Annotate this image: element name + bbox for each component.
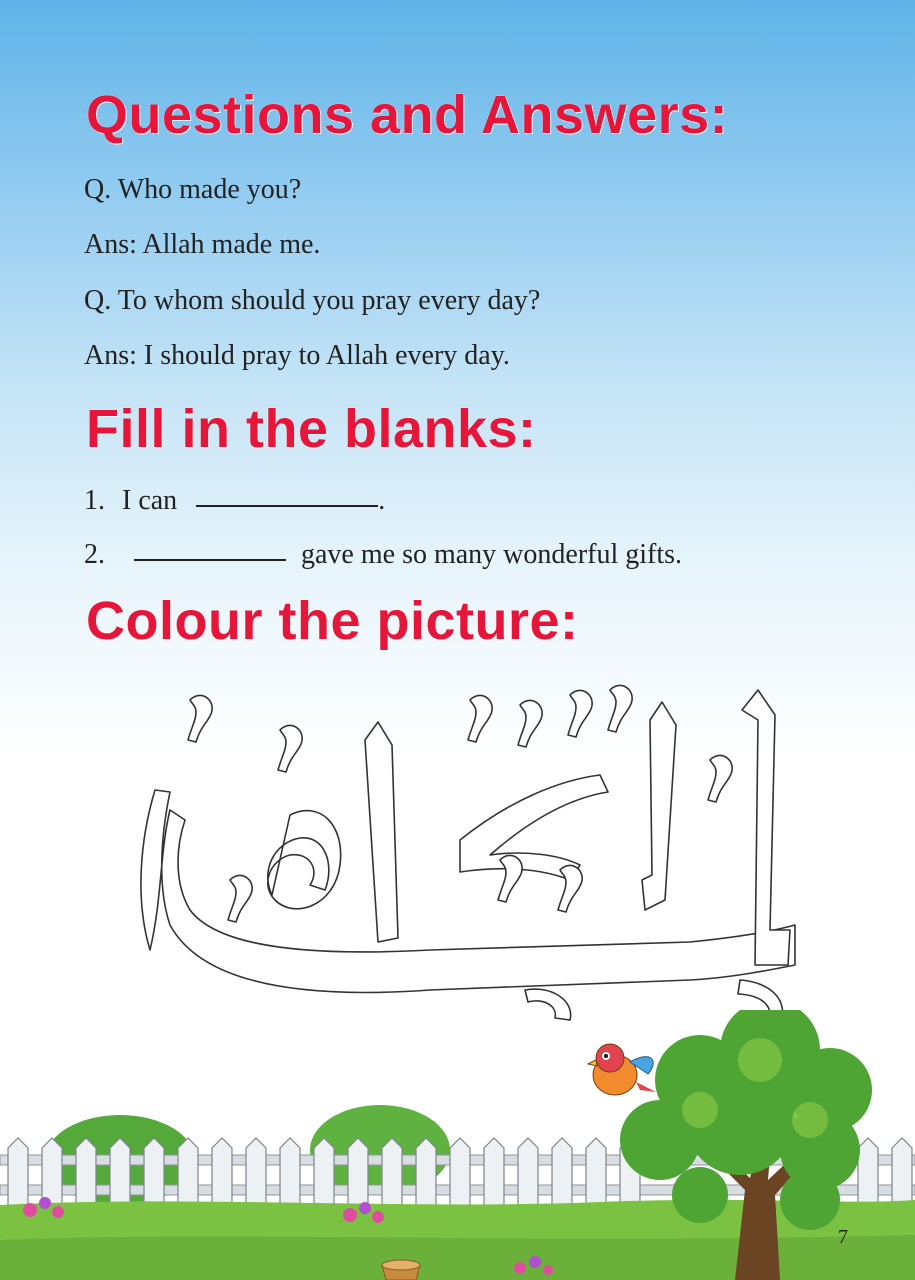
calligraphy-dot-5 [608, 685, 632, 732]
fence-picket [518, 1138, 538, 1210]
calligraphy-outline-picture[interactable] [130, 680, 810, 1040]
calligraphy-dot-10 [558, 865, 582, 912]
fence-picket [348, 1138, 368, 1210]
fence-picket [892, 1138, 912, 1210]
blank-item-2-number: 2. [84, 539, 105, 570]
questions-heading: Questions and Answers: [86, 85, 729, 145]
fence-picket [382, 1138, 402, 1210]
fence-picket [314, 1138, 334, 1210]
calligraphy-dot-9 [498, 855, 522, 902]
fence-picket [450, 1138, 470, 1210]
blank-item-1-number: 1. [84, 485, 105, 516]
bird-illustration [588, 1044, 656, 1095]
calligraphy-lam-right [642, 702, 676, 910]
fence-picket [8, 1138, 28, 1210]
calligraphy-dot-4 [568, 690, 592, 737]
calligraphy-dot-3 [518, 700, 542, 747]
fence-picket [144, 1138, 164, 1210]
blank-item-2 [84, 541, 682, 569]
calligraphy-dot-2 [468, 695, 492, 742]
question-2: Q. To whom should you pray every day? [84, 285, 541, 316]
calligraphy-dot-8 [228, 875, 252, 922]
fence-picket [280, 1138, 300, 1210]
blank-line-1[interactable] [196, 505, 378, 507]
answer-1: Ans: Allah made me. [84, 229, 321, 260]
fence-picket [212, 1138, 232, 1210]
question-1: Q. Who made you? [84, 174, 302, 205]
fence-picket [246, 1138, 266, 1210]
fence-picket [586, 1138, 606, 1210]
fence-picket [416, 1138, 436, 1210]
blank-line-2[interactable] [134, 559, 286, 561]
fence-picket [484, 1138, 504, 1210]
calligraphy-alif-middle [365, 722, 398, 942]
garden-scene-illustration [0, 1010, 915, 1280]
blank-item-1-text: I can [122, 485, 178, 516]
fill-blanks-heading: Fill in the blanks: [86, 399, 537, 459]
calligraphy-qaf [268, 811, 341, 909]
blank-item-2-text: gave me so many wonderful gifts. [301, 539, 683, 570]
calligraphy-alif-right [742, 690, 790, 965]
answer-2: Ans: I should pray to Allah every day. [84, 340, 510, 371]
calligraphy-kha [460, 775, 608, 880]
colour-heading: Colour the picture: [86, 591, 579, 651]
blank-item-1-period: . [378, 485, 386, 516]
calligraphy-dot-1 [188, 695, 212, 742]
fence-picket [178, 1138, 198, 1210]
page-number: 7 [838, 1226, 848, 1248]
calligraphy-dot-6 [278, 725, 302, 772]
fence-picket [110, 1138, 130, 1210]
blank-item-1 [84, 487, 385, 515]
fence-picket [76, 1138, 96, 1210]
fence-picket [858, 1138, 878, 1210]
fence-picket [552, 1138, 572, 1210]
calligraphy-dot-7 [708, 755, 732, 802]
